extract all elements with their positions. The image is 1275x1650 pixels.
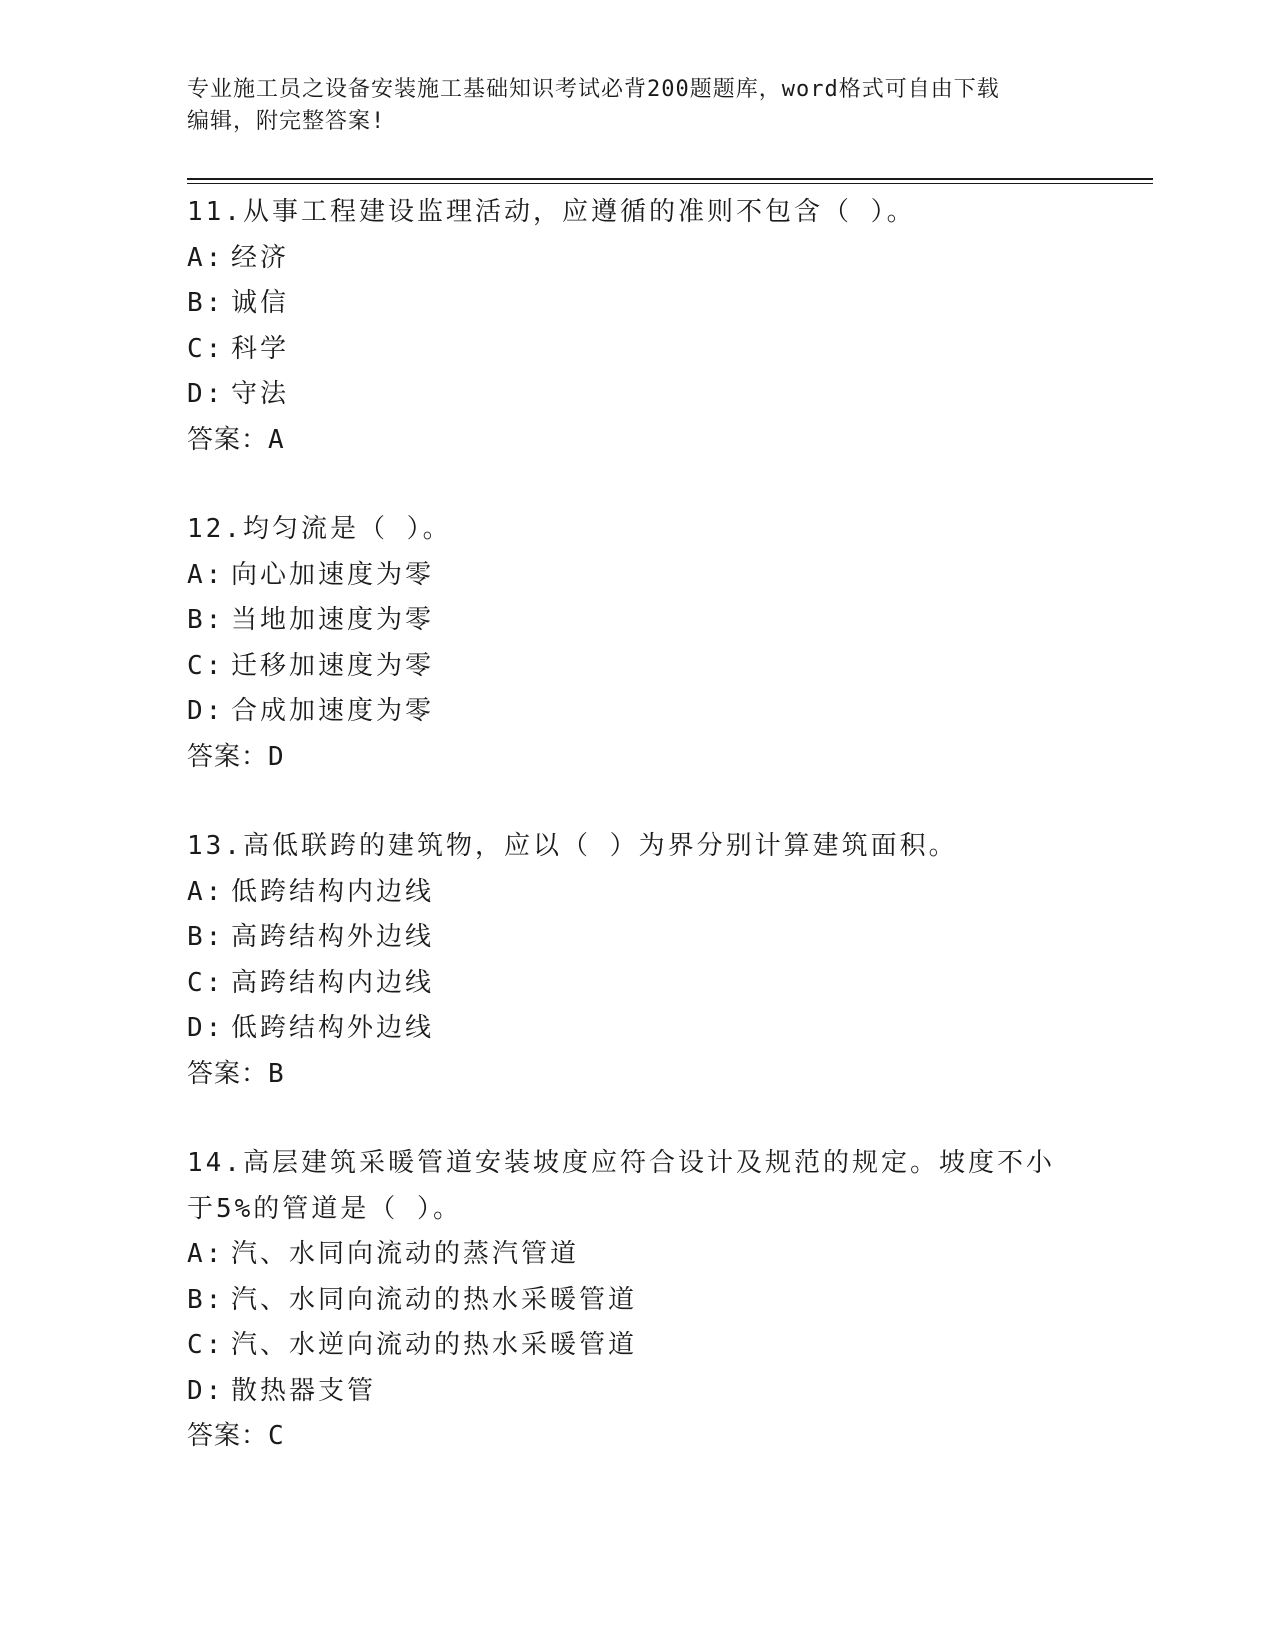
option-d	[187, 689, 1087, 735]
question-stem: 13.高低联跨的建筑物，应以（ ）为界分别计算建筑面积。	[187, 831, 958, 861]
header-line-2: 编辑，附完整答案!	[187, 109, 386, 134]
option-text: 汽、水同向流动的热水采暖管道	[231, 1284, 638, 1315]
option-letter: D:	[187, 379, 225, 409]
option-text: 汽、水逆向流动的热水采暖管道	[231, 1330, 638, 1360]
option-letter: A:	[187, 559, 225, 590]
answer-value: A	[268, 424, 285, 455]
option-text: 低跨结构外边线	[231, 1013, 435, 1043]
answer-line	[187, 418, 1087, 464]
option-c	[187, 961, 1087, 1007]
header-line-1: 专业施工员之设备安装施工基础知识考试必背200题题库，word格式可自由下载	[187, 77, 1000, 102]
option-a	[187, 870, 1087, 916]
option-letter: D:	[187, 1013, 225, 1043]
header-divider-thick	[187, 178, 1153, 180]
option-text: 守法	[231, 379, 290, 409]
option-b	[187, 281, 1087, 327]
option-c	[187, 1323, 1087, 1369]
answer-line	[187, 1052, 1087, 1098]
option-text: 经济	[231, 242, 290, 273]
option-letter: A:	[187, 242, 225, 273]
option-letter: D:	[187, 696, 225, 726]
option-text: 汽、水同向流动的蒸汽管道	[231, 1239, 580, 1269]
option-text: 科学	[231, 333, 290, 364]
option-text: 合成加速度为零	[231, 696, 435, 726]
option-b	[187, 1278, 1087, 1324]
option-letter: B:	[187, 922, 225, 952]
option-text: 散热器支管	[231, 1375, 377, 1406]
option-text: 当地加速度为零	[231, 605, 435, 635]
header-divider-thin	[187, 183, 1153, 184]
option-a	[187, 553, 1087, 599]
question-stem: 11.从事工程建设监理活动，应遵循的准则不包含（ ）。	[187, 197, 916, 227]
option-b	[187, 598, 1087, 644]
option-letter: C:	[187, 650, 225, 681]
answer-value: C	[268, 1421, 285, 1451]
answer-line	[187, 1414, 1087, 1460]
answer-label: 答案：	[187, 1421, 269, 1451]
question-11	[187, 190, 1087, 463]
answer-label: 答案：	[187, 424, 269, 455]
option-letter: B:	[187, 288, 225, 318]
option-letter: C:	[187, 333, 225, 364]
option-a	[187, 1232, 1087, 1278]
question-list	[187, 190, 1087, 1504]
option-text: 向心加速度为零	[231, 559, 435, 590]
option-c	[187, 644, 1087, 690]
option-letter: A:	[187, 1239, 225, 1269]
option-letter: A:	[187, 876, 225, 907]
answer-value: D	[268, 741, 285, 772]
option-letter: B:	[187, 605, 225, 635]
answer-label: 答案：	[187, 1058, 269, 1089]
option-d	[187, 372, 1087, 418]
answer-line	[187, 735, 1087, 781]
option-d	[187, 1006, 1087, 1052]
option-d	[187, 1369, 1087, 1415]
question-12	[187, 507, 1087, 780]
option-text: 诚信	[231, 288, 290, 318]
document-header	[187, 74, 1067, 138]
option-letter: C:	[187, 1330, 225, 1360]
option-letter: D:	[187, 1375, 225, 1406]
option-letter: B:	[187, 1284, 225, 1315]
option-text: 高跨结构内边线	[231, 967, 435, 998]
option-c	[187, 327, 1087, 373]
option-a	[187, 236, 1087, 282]
option-letter: C:	[187, 967, 225, 998]
option-text: 高跨结构外边线	[231, 922, 435, 952]
answer-label: 答案：	[187, 741, 269, 772]
question-stem: 14.高层建筑采暖管道安装坡度应符合设计及规范的规定。坡度不小于5%的管道是（ ）。	[187, 1148, 1055, 1224]
question-13	[187, 824, 1087, 1097]
question-14	[187, 1141, 1087, 1460]
option-text: 迁移加速度为零	[231, 650, 435, 681]
option-b	[187, 915, 1087, 961]
answer-value: B	[268, 1058, 285, 1089]
question-stem: 12.均匀流是（ ）。	[187, 514, 452, 544]
option-text: 低跨结构内边线	[231, 876, 435, 907]
